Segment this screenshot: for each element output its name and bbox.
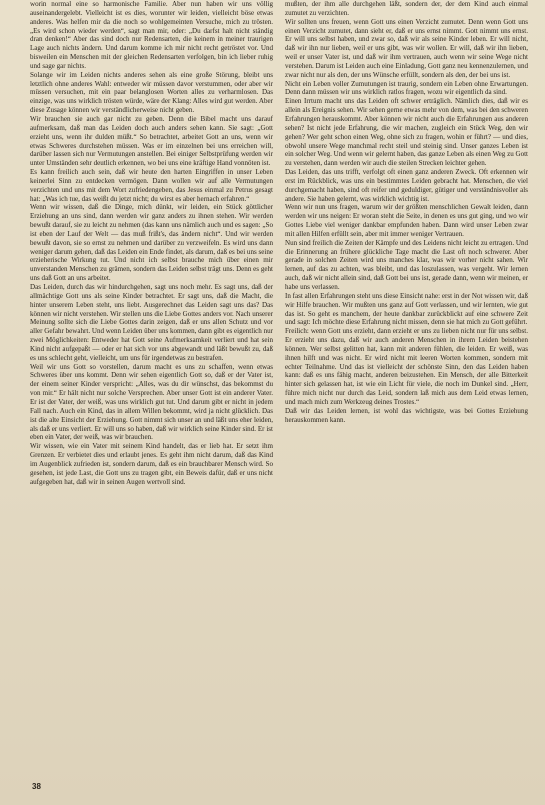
paragraph: mußten, der ihm alle durchgehen läßt, sondern der, der dem Kind auch einmal zumutet zu verzichten. <box>285 0 528 17</box>
paragraph: Solange wir im Leiden nichts anderes sehen als eine große Störung, bleibt uns letztlich ohne anderes Wahl: entweder wir müssen davor verstummen, oder aber wir müssen versuchen, mit ein paar belanglosen Worten alles zu verharmlosen. Das einzige, was uns wirklich trösten würde, wäre der Klang: Alles wird gut werden. Aber diese Zusage können wir verständlicherweise nicht geben. <box>30 70 273 115</box>
paragraph: Einen Irrtum macht uns das Leiden oft schwer erträglich. Nämlich dies, daß wir es allein als Ereignis sehen. Wir sehen gerne etwas mehr von dem, was bei den schweren Erfahrungen herauskommt. Aber können wir nicht auch die Erfahrungen aus anderen sehen? Ist nicht jede Erfahrung, die wir machen, zugleich ein Stück Weg, den wir gehen? Wer geht schon einen Weg, ohne sich zu fragen, wohin er führt? — und dies, obwohl unsere Wege manchmal recht steil und steinig sind. Unser ganzes Leben ist ein solcher Weg. Und wenn wir gelernt haben, das ganze Leben als einen Weg zu Gott zu verstehen, dann werden wir auch die steilen Strecken leichter gehen. <box>285 97 528 168</box>
paragraph: In fast allen Erfahrungen steht uns diese Einsicht nahe: erst in der Not wissen wir, daß wir Hilfe brauchen. Wir mußten uns ganz auf Gott verlassen, und wir lernten, wie gut das ist. So geht es manchem, der heute dankbar zurückblickt auf eine schwere Zeit und sagt: Ich möchte diese Erfahrung nicht missen, denn sie hat mich zu Gott geführt. <box>285 291 528 327</box>
paragraph: Wir brauchen sie auch gar nicht zu geben. Denn die Bibel macht uns darauf aufmerksam, daß man das Leiden doch auch anders sehen kann. Sie sagt: „Gott erzieht uns, wenn ihr dulden müßt.“ So betrachtet, arbeitet Gott an uns, wenn wir etwas Schweres durchstehen müssen. Was er im einzelnen bei uns erreichen will, darüber lassen sich nur Vermutungen anstellen. Bei einiger Selbstprüfung werden wir unter Umständen sehr deutlich erkennen, wo bei uns eine kräftige Hand vonnöten ist. <box>30 114 273 168</box>
paragraph: Wir wissen, wie ein Vater mit seinem Kind handelt, das er lieb hat. Er setzt ihm Grenzen. Er verbietet dies und erlaubt jenes. Es geht ihm nicht darum, daß das Kind im Augenblick zufrieden ist, sondern darum, daß es ein brauchbarer Mensch wird. So gesehen, ist jede Last, die Gott uns zu tragen gibt, ein Beweis dafür, daß er uns nicht aufgegeben hat, daß wir in seinen Augen wertvoll sind. <box>30 442 273 486</box>
paragraph: Daß wir das Leiden lernen, ist wohl das wichtigste, was bei Gottes Erziehung herauskommen kann. <box>285 406 528 424</box>
paragraph: Wir sollten uns freuen, wenn Gott uns einen Verzicht zumutet. Denn wenn Gott uns einen Verzicht zumutet, dann sieht er, daß er uns ernst nimmt. Gott nimmt uns ernst. Er will uns selbst haben, und zwar so, daß wir als seine Kinder leben. Er will nicht, daß wir ihn nur lieben, weil er uns gibt, was wir wollen. Er will, daß wir ihn lieben, weil er unser Vater ist, und daß wir ihm vertrauen, auch wenn wir seine Wege nicht verstehen. Darum ist Leiden auch eine Einladung, Gott ganz neu kennenzulernen, und zwar nicht nur als den, der uns Wünsche erfüllt, sondern als den, der bei uns ist. <box>285 17 528 79</box>
paragraph: Weil wir uns Gott so vorstellen, darum macht es uns zu schaffen, wenn etwas Schweres über uns kommt. Denn wir sehen eigentlich Gott so, daß er der Vater ist, der einem seiner Kinder verspricht: „Alles, was du dir wünschst, das bekommst du von mir.“ Er hält nicht nur solche Versprechen. Aber unser Gott ist ein anderer Vater. Er ist der Vater, der weiß, was uns wirklich gut tut. Und darum gibt er nicht in jedem Fall nach. Auch ein Kind, das in allem Willen bekommt, wird ja nicht glücklich. Das ist die alte Einsicht der Erziehung. Gott nimmt sich unser an und läßt uns eher leiden, als daß er uns verliert. Er will uns so haben, daß wir wirklich seine Kinder sind. Er ist eben ein Vater, der weiß, was wir brauchen. <box>30 362 273 442</box>
text-columns <box>30 0 528 776</box>
paragraph: Nun sind freilich die Zeiten der Kämpfe und des Leidens nicht leicht zu ertragen. Und die Erinnerung an frühere glückliche Tage macht die Last oft noch schwerer. Aber gerade in solchen Zeiten wird uns manches klar, was wir vorher nicht sahen. Wir lernen, auf das zu achten, was bleibt, und das loszulassen, was vergeht. Wir lernen auch, daß wir nicht allein sind, daß Gott bei uns ist, gerade dann, wenn wir meinen, er habe uns verlassen. <box>285 238 528 291</box>
paragraph: Wenn wir nun uns fragen, warum wir der größten menschlichen Gewalt leiden, dann werden wir uns neigen: Er woran steht die Seite, in denen es uns gut ging, und wo wir Gottes Liebe viel weniger dankbar empfunden haben. Dann wird unser Leben zwar mit allen Hilfen erfüllt sein, aber mit immer weniger Vertrauen. <box>285 203 528 238</box>
paragraph: Nicht ein Leben voller Zumutungen ist traurig, sondern ein Leben ohne Erwartungen. Denn dann müssen wir uns wirklich ratlos fragen, wozu wir eigentlich da sind. <box>285 79 528 97</box>
paragraph: Wenn wir wissen, daß die Dinge, mich dünkt, wir leiden, ein Stück göttlicher Erziehung an uns sind, dann werden wir ganz anders zu ihnen stehen. Wir werden bewußt darauf, sie zu leicht zu nehmen (das kann uns nämlich auch und es sagen: „So ist eben der Lauf der Welt — das muß frißt's, das ändern nicht“. Und wir werden bewußt davon, sie so ernst zu nehmen und darüber zu verzweifeln. Es wird uns dann weniger darum gehen, daß das Leiden ein Ende findet, als darum, daß es bei uns seine erzieherische Wirkung tut. Und nicht ich selbst brauche mich über einen mir unverstanden Menschen zu grämen, sondern das Leiden selbst trägt uns. Denn es geht uns daß Gott an uns arbeitet. <box>30 203 273 283</box>
paragraph: Freilich: wenn Gott uns erzieht, dann erzieht er uns zu lieben nicht nur für uns selbst. Er erzieht uns dazu, daß wir auch anderen Menschen in ihrem Leiden beistehen können. Wer selbst gelitten hat, kann mit anderen fühlen, die leiden. Er weiß, was ihnen hilft und was nicht. Er wird nicht mit leeren Worten kommen, sondern mit echter Teilnahme. Und das ist vielleicht der schönste Sinn, den das Leiden haben kann: daß es uns fähig macht, anderen beizustehen. Ein Mensch, der alle Bitterkeit hinter sich gelassen hat, ist wie ein Licht für viele, die noch im Dunkel sind. „Herr, führe mich nicht nur durch das Leid, sondern laß mich aus dem Leid etwas lernen, und mach mich zum Werkzeug deines Trostes.“ <box>285 327 528 406</box>
paragraph: Das Leiden, das uns trifft, verfolgt oft einen ganz anderen Zweck. Oft erkennen wir erst im Rückblick, was uns ein bestimmtes Leiden gebracht hat. Menschen, die viel durchgemacht haben, sind oft reifer und geduldiger, gütiger und verständnisvoller als andere. Sie haben gelernt, was wirklich wichtig ist. <box>285 168 528 203</box>
paragraph: Es kann freilich auch sein, daß wir heute den harten Eingriffen in unser Leben keinerlei Sinn zu entdecken vermögen. Dann wollen wir auf alle Vermutungen verzichten und uns mit dem Wort zufriedengeben, das Jesus einmal zu Petrus gesagt hat: „Was ich tue, das weißt du jetzt nicht; du wirst es aber hernach erfahren.“ <box>30 168 273 203</box>
paragraph: Das Leiden, durch das wir hindurchgehen, sagt uns noch mehr. Es sagt uns, daß der allmächtige Gott uns als seine Kinder betrachtet. Er sagt uns, daß die Macht, die hinter unserem Leben steht, uns liebt. Ausgerechnet das Leiden sagt uns das? Das können wir nicht verstehen. Wir stellen uns die Liebe Gottes anders vor. Nach unserer Meinung sollte sich die Liebe Gottes darin zeigen, daß er uns allen Schutz und vor aller Gefahr bewahrt. Und wenn Leiden über uns kommen, dann gibt es eigentlich nur zwei Möglichkeiten: Entweder hat Gott seine Aufmerksamkeit verliert und hat sein Kind nicht aufgepaßt — oder er hat sich vor uns abgewandt und läßt bewußt zu, daß es uns schlecht geht, vielleicht, um uns für irgendetwas zu bestrafen. <box>30 283 273 362</box>
paragraph: worin normal eine so harmonische Familie. Aber nun haben wir uns völlig auseinandergelebt. Vielleicht ist es dies, worunter wir leiden, vielleicht böse etwas anderes. Was helfen mir da die noch so wohlgemeinten Versuche, mich zu trösten. „Es wird schon wieder werden“, sagt man mir, oder: „Du darfst halt nicht ständig dran denken!“ Aber das sind doch nur Redensarten, die keinem in meiner traurigen Lage auch nichts ändern. Und darum komme ich mir nicht recht getröstet vor. Und bisweilen ein Menschen mit der gleichen Redensarten verfolgen, bin ich lieber ruhig und sage gar nichts. <box>30 0 273 70</box>
right-column <box>285 0 528 776</box>
left-column <box>30 0 273 776</box>
page-number: 38 <box>32 782 41 791</box>
